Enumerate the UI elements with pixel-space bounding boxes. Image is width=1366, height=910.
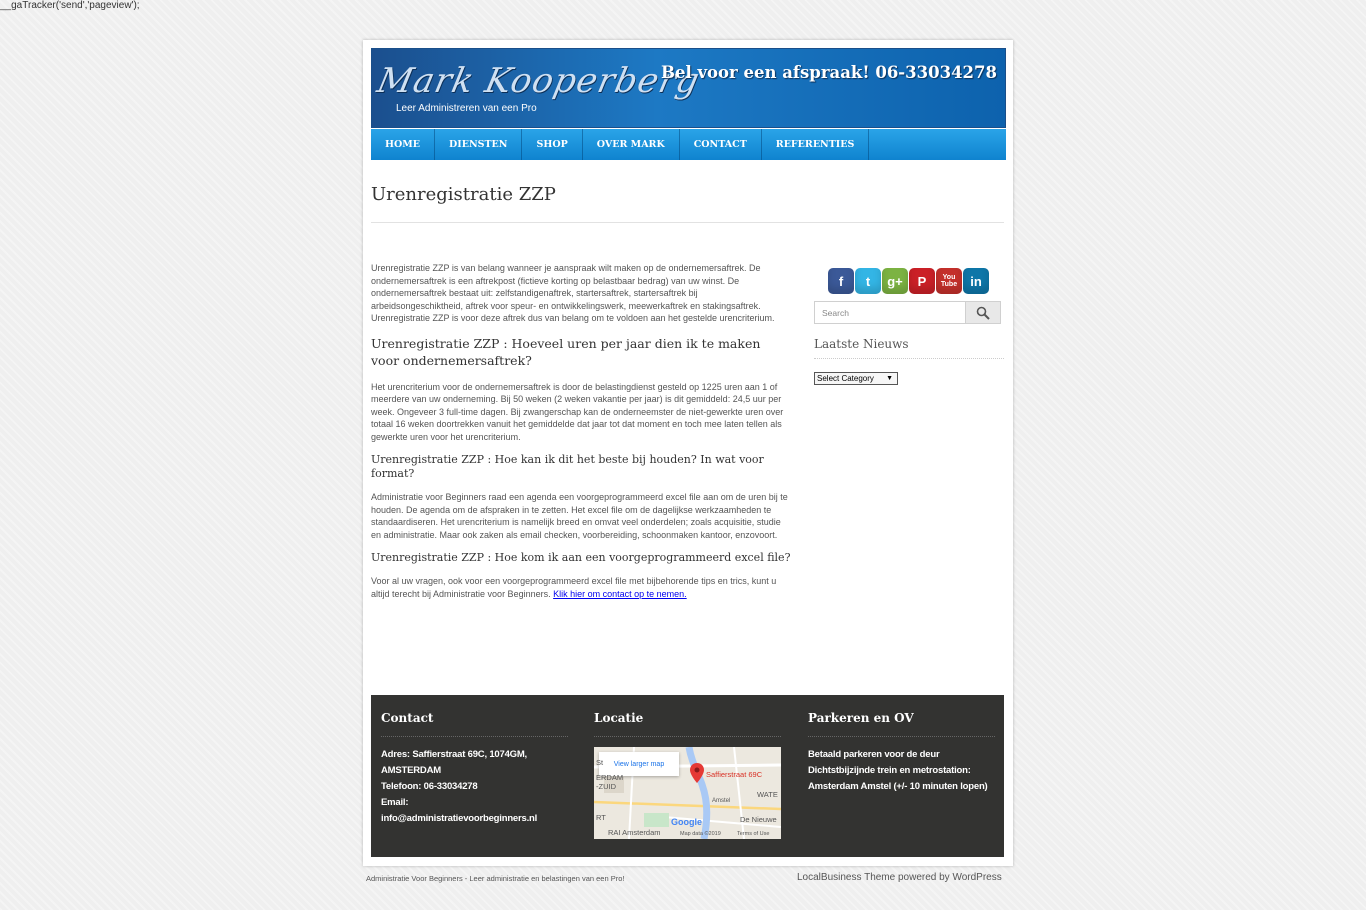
chevron-down-icon: ▼ (886, 375, 893, 382)
phone-cta: Bel voor een afspraak! 06-33034278 (661, 63, 997, 82)
nav-home[interactable]: HOME (371, 129, 435, 160)
search-icon (976, 306, 990, 320)
site-footer (371, 695, 1004, 857)
footer-phone: Telefoon: 06-33034278 (381, 781, 478, 792)
location-map[interactable] (594, 747, 781, 839)
social-icons (828, 268, 989, 294)
map-label: ERDAM (596, 773, 624, 782)
site-tagline-footer: Administratie Voor Beginners - Leer administratie en belastingen van een Pro! (366, 874, 625, 883)
map-label: St (596, 758, 604, 767)
article-heading-2: Urenregistratie ZZP : Hoe kan ik dit het beste bij houden? In wat voor format? (371, 453, 764, 480)
main-nav (371, 129, 1006, 160)
widget-divider (814, 358, 1004, 359)
nav-diensten[interactable]: DIENSTEN (435, 129, 522, 160)
footer-parking-text: Betaald parkeren voor de deur Dichtstbijzijnde trein en metrostation: Amsterdam Amstel (+/- 10 minuten lopen) (808, 749, 988, 792)
category-select[interactable] (814, 372, 898, 385)
pinterest-icon[interactable]: P (909, 268, 935, 294)
search-button[interactable] (965, 302, 1000, 323)
article-intro: Urenregistratie ZZP is van belang wanneer je aanspraak wilt maken op de ondernemersaftrek. De ondernemersaftrek is een aftrekpost (fictieve korting op belastbaar bedrag) van uw winst. De ondernemersaftrek bestaat uit: zelfstandigenaftrek, startersaftrek, startersaftrek bij arbeidsongeschiktheid, aftrek voor speur- en ontwikkelingswerk, meewerkaftrek en stakingsaftrek. Urenregistratie ZZP is voor deze aftrek dus van belang om te voldoen aan het gestelde urencriterium. (371, 263, 775, 323)
article-paragraph-2: Administratie voor Beginners raad een agenda een voorgeprogrammeerd excel file aan om de uren bij te houden. De agenda om de afspraken in te zetten. Het excel file om de dagelijkse werkzaamheden te standaardiseren. Het urencriterium is namelijk breed en omvat veel onderdelen; zoals acquisitie, studie en administratie. Maar ook zaken als email checken, voorbereiding, schoonmaken kantoor, enzovoort. (371, 492, 788, 540)
map-label: RAI Amsterdam (608, 828, 661, 837)
footer-divider (808, 736, 995, 737)
nav-shop[interactable]: SHOP (522, 129, 582, 160)
youtube-icon[interactable]: You Tube (936, 268, 962, 294)
search-input[interactable] (815, 302, 965, 323)
tracker-debug-text: __gaTracker('send','pageview'); (0, 0, 140, 11)
article-paragraph-1: Het urencriterium voor de ondernemersaftrek is door de belastingdienst gesteld op 1225 uren aan 1 of meerdere van uw onderneming. Bij 50 weken (2 weken vakantie per jaar) is dit gemiddeld: 24,5 uur per week. Ongeveer 3 full-time dagen. Bij zwangerschap kan de onderneemster de niet-gewerkte uren over totaal 16 weken doortrekken vanuit het gemiddelde dat jaar tot dat moment en toch mee laten tellen als gewerkte uren voor het urencriterium. (371, 381, 784, 442)
article-content (371, 262, 791, 610)
map-terms-link[interactable]: Terms of Use (737, 831, 770, 837)
page-container (363, 40, 1013, 866)
article-heading-3: Urenregistratie ZZP : Hoe kom ik aan een voorgeprogrammeerd excel file? (371, 551, 791, 564)
map-label: -ZUID (596, 782, 616, 791)
map-label: De Nieuwe (740, 815, 777, 824)
twitter-icon[interactable]: t (855, 268, 881, 294)
theme-credit[interactable]: LocalBusiness Theme powered by WordPress (797, 872, 1002, 883)
google-plus-icon[interactable]: g+ (882, 268, 908, 294)
category-select-value: Select Category (817, 374, 874, 383)
view-larger-map-link[interactable]: View larger map (599, 752, 679, 776)
footer-contact-text (381, 747, 568, 827)
nav-over-mark[interactable]: OVER MARK (583, 129, 680, 160)
footer-email-label: Email: (381, 797, 409, 808)
linkedin-icon[interactable]: in (963, 268, 989, 294)
article-paragraph-3-text: Voor al uw vragen, ook voor een voorgeprogrammeerd excel file met bijbehorende tips en trics, kunt u altijd terecht bij Administratie voor Beginners. (371, 576, 777, 599)
nav-contact[interactable]: CONTACT (680, 129, 762, 160)
facebook-icon[interactable]: f (828, 268, 854, 294)
article-heading-1: Urenregistratie ZZP : Hoeveel uren per jaar dien ik te maken voor ondernemersaftrek? (371, 335, 761, 368)
site-logo[interactable] (373, 61, 704, 114)
map-marker-label: Saffierstraat 69C (706, 770, 763, 779)
contact-link[interactable]: Klik hier om contact op te nemen. (553, 588, 687, 599)
map-data-credit: Map data ©2019 (680, 831, 721, 837)
map-marker-icon (690, 763, 704, 783)
footer-divider (594, 736, 781, 737)
footer-parking-title: Parkeren en OV (808, 711, 914, 725)
site-header (371, 48, 1006, 128)
map-label: Amstel (712, 798, 731, 804)
logo-name: Mark Kooperberg (373, 61, 704, 101)
search-widget (814, 301, 1001, 324)
widget-title-news: Laatste Nieuws (814, 337, 909, 351)
footer-contact-title: Contact (381, 711, 434, 725)
logo-tagline: Leer Administreren van een Pro (396, 103, 537, 114)
footer-address: Adres: Saffierstraat 69C, 1074GM, AMSTERDAM (381, 749, 527, 776)
page-title: Urenregistratie ZZP (371, 184, 556, 205)
map-label: WATE (757, 790, 778, 799)
map-label: RT (596, 813, 606, 822)
nav-referenties[interactable]: REFERENTIES (762, 129, 870, 160)
title-divider (371, 222, 1004, 223)
footer-email[interactable]: info@administratievoorbeginners.nl (381, 813, 538, 824)
footer-divider (381, 736, 568, 737)
footer-location-title: Locatie (594, 711, 644, 725)
article-paragraph-3 (371, 575, 791, 600)
google-logo: Google (671, 817, 702, 827)
